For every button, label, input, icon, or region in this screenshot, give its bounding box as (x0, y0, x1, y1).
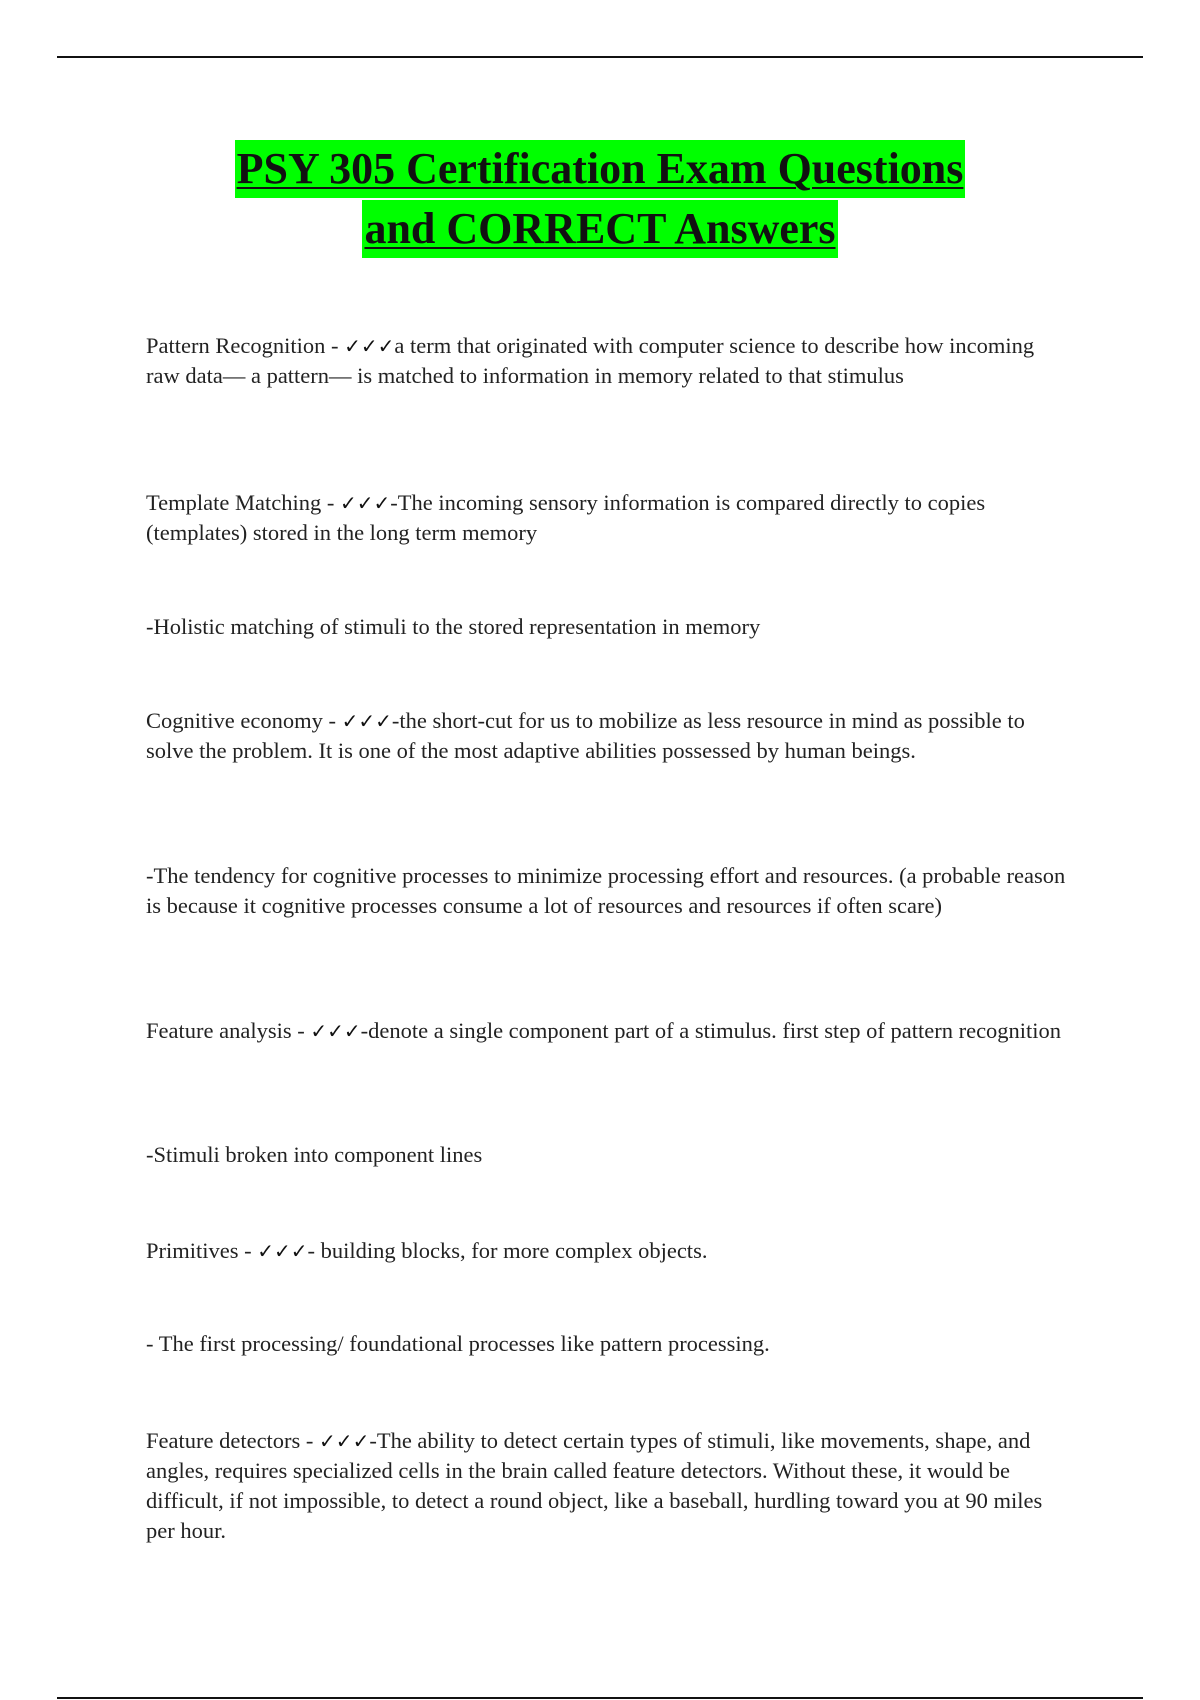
term-label: Feature detectors - (146, 1428, 320, 1453)
title-line-2: and CORRECT Answers (362, 200, 837, 258)
checkmark-icon: ✓✓✓ (319, 1429, 370, 1453)
paragraph-text: -Stimuli broken into component lines (146, 1142, 483, 1167)
checkmark-icon: ✓✓✓ (344, 334, 395, 358)
definition-text: - building blocks, for more complex objects. (307, 1238, 708, 1263)
definition-text: -The ability to detect certain types of stimuli, like movements, shape, and angles, requires specialized cells in the brain called feature detectors. Without these, it would be difficult, if not impossible, to detect a round object, like a baseball, hurdling toward you at 90 miles per hour. (146, 1428, 1043, 1543)
entry-template-matching (146, 488, 1066, 548)
checkmark-icon: ✓✓✓ (341, 709, 392, 733)
paragraph-text: - The first processing/ foundational processes like pattern processing. (146, 1331, 770, 1356)
term-label: Primitives - (146, 1238, 258, 1263)
entry-first-processing (146, 1329, 1066, 1359)
definition-text: -The incoming sensory information is compared directly to copies (templates) stored in the long term memory (146, 490, 986, 545)
paragraph-text: -The tendency for cognitive processes to minimize processing effort and resources. (a probable reason is because it cognitive processes consume a lot of resources and resources if often scare) (146, 863, 1066, 918)
term-label: Feature analysis - (146, 1018, 311, 1043)
top-rule (57, 56, 1143, 58)
title-line-1: PSY 305 Certification Exam Questions (235, 140, 966, 198)
term-label: Template Matching - (146, 490, 340, 515)
entry-cognitive-tendency (146, 861, 1066, 921)
entry-holistic-matching (146, 612, 1066, 642)
entry-primitives (146, 1236, 1066, 1266)
entry-feature-analysis (146, 1016, 1066, 1046)
entry-pattern-recognition (146, 331, 1066, 391)
paragraph-text: -Holistic matching of stimuli to the stored representation in memory (146, 614, 761, 639)
definition-text: a term that originated with computer science to describe how incoming raw data— a pattern— is matched to information in memory related to that stimulus (146, 333, 1035, 388)
checkmark-icon: ✓✓✓ (310, 1019, 361, 1043)
definition-text: -the short-cut for us to mobilize as less resource in mind as possible to solve the problem. It is one of the most adaptive abilities possessed by human beings. (146, 708, 1025, 763)
definition-text: -denote a single component part of a stimulus. first step of pattern recognition (360, 1018, 1062, 1043)
bottom-rule (57, 1697, 1143, 1699)
term-label: Cognitive economy - (146, 708, 342, 733)
checkmark-icon: ✓✓✓ (257, 1239, 308, 1263)
entry-cognitive-economy (146, 706, 1066, 766)
checkmark-icon: ✓✓✓ (340, 491, 391, 515)
entry-stimuli-broken (146, 1140, 1066, 1170)
document-title (0, 140, 1200, 258)
term-label: Pattern Recognition - (146, 333, 345, 358)
entry-feature-detectors (146, 1426, 1066, 1546)
